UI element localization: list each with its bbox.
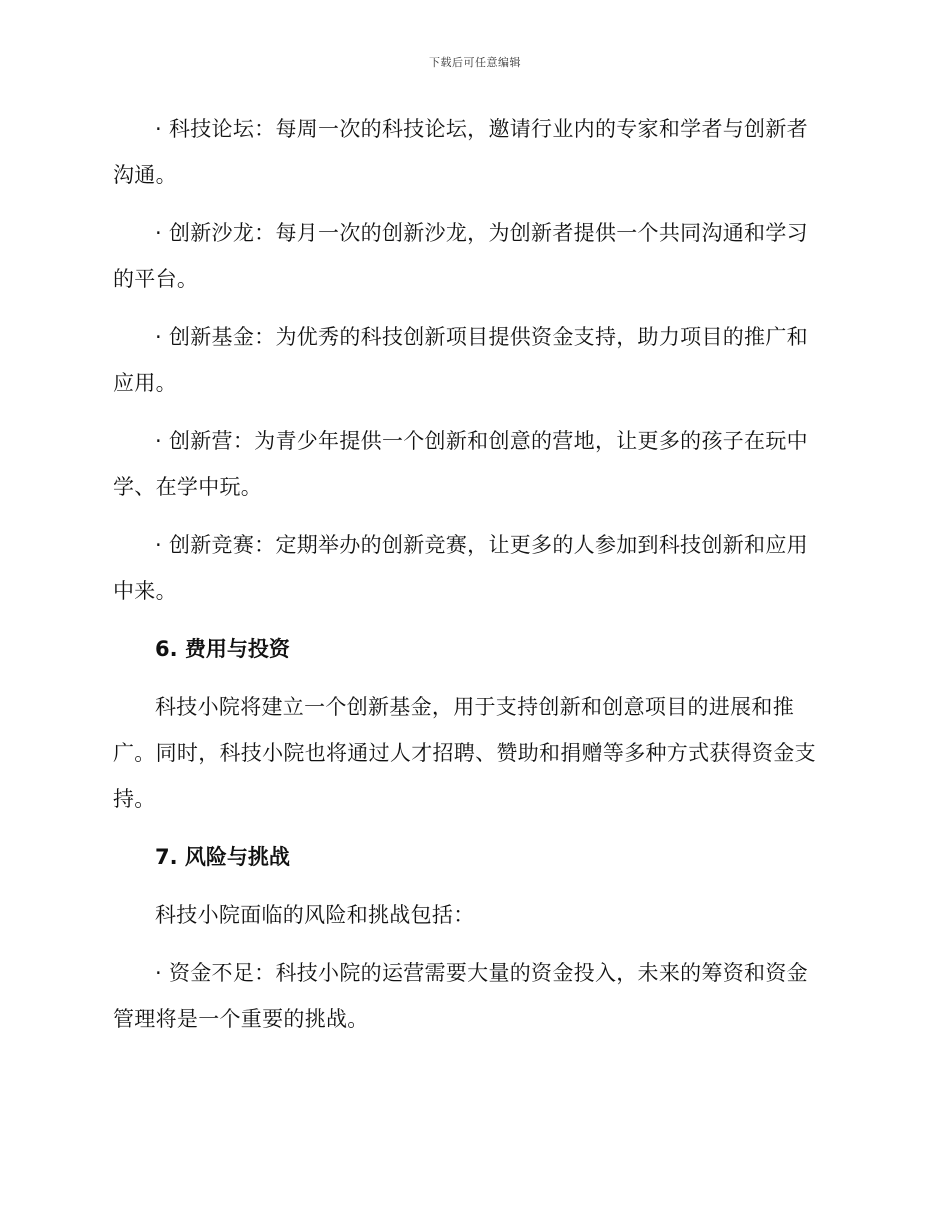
header-note: 下载后可任意编辑 [429, 56, 521, 69]
paragraph-costs: 科技小院将建立一个创新基金，用于支持创新和创意项目的进展和推广。同时，科技小院也将通过人才招聘、赞助和捐赠等多种方式获得资金支持。 [113, 695, 816, 811]
section-heading-costs: 6. 费用与投资 [155, 637, 290, 661]
bullet-tech-forum: · 科技论坛：每周一次的科技论坛，邀请行业内的专家和学者与创新者沟通。 [113, 117, 808, 187]
paragraph-risks-intro: 科技小院面临的风险和挑战包括： [155, 903, 475, 927]
bullet-funding-shortage: · 资金不足：科技小院的运营需要大量的资金投入，未来的筹资和资金管理将是一个重要的挑战。 [113, 961, 808, 1031]
bullet-innovation-salon: · 创新沙龙：每月一次的创新沙龙，为创新者提供一个共同沟通和学习的平台。 [113, 221, 808, 291]
document-body [113, 106, 825, 1054]
bullet-innovation-fund: · 创新基金：为优秀的科技创新项目提供资金支持，助力项目的推广和应用。 [113, 325, 808, 395]
section-heading-risks: 7. 风险与挑战 [155, 845, 290, 869]
bullet-innovation-competition: · 创新竞赛：定期举办的创新竞赛，让更多的人参加到科技创新和应用中来。 [113, 533, 808, 603]
bullet-innovation-camp: · 创新营：为青少年提供一个创新和创意的营地，让更多的孩子在玩中学、在学中玩。 [113, 429, 808, 499]
